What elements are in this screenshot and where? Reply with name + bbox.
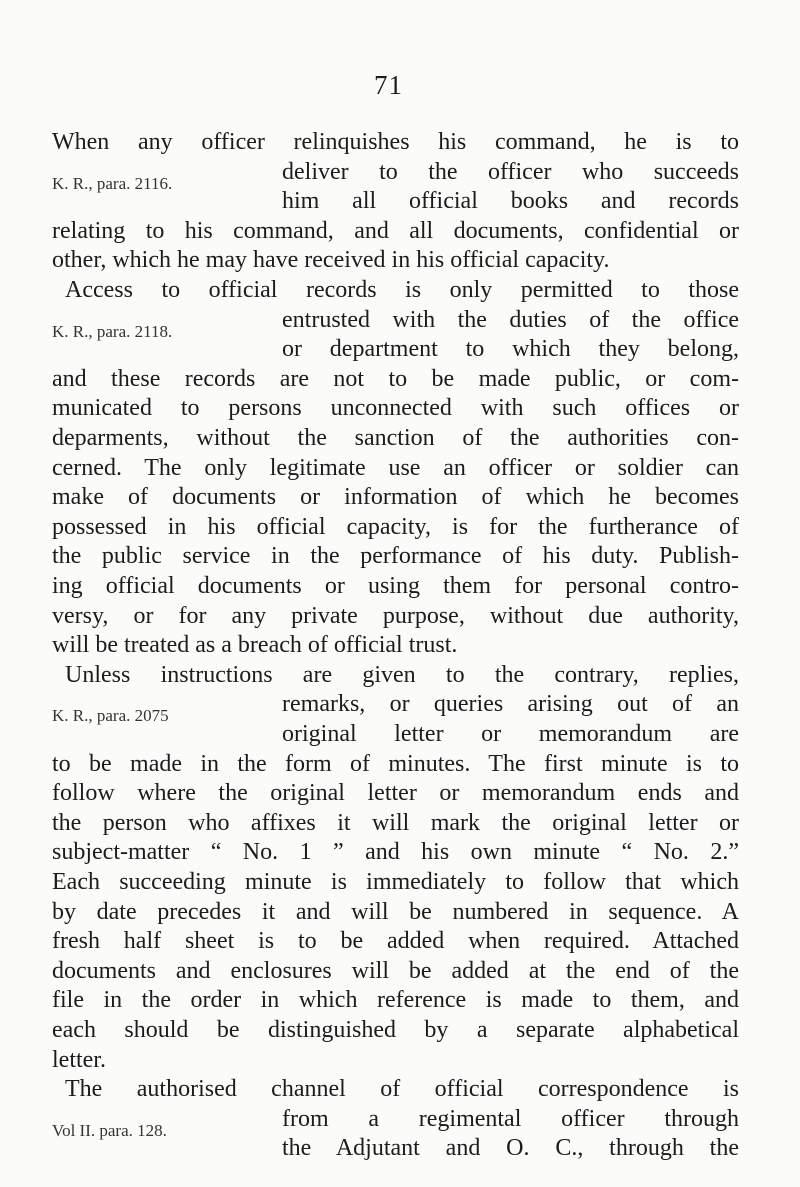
text-line: cerned. The only legitimate use an officer or soldier can [52,454,739,481]
text-line: make of documents or information of which he becomes [52,484,739,511]
text-line: documents and enclosures will be added at the end of the [52,957,739,984]
text-line: follow where the original letter or memorandum ends and [52,780,739,807]
text-line: subject-matter “ No. 1 ” and his own minute “ No. 2.” [52,839,739,866]
text-line: file in the order in which reference is made to them, and [52,987,739,1014]
text-line: other, which he may have received in his official capacity. [52,247,610,274]
text-line: from a regimental officer through [282,1105,739,1132]
text-line: fresh half sheet is to be added when required. Attached [52,928,739,955]
text-line: each should be distinguished by a separate alphabetical [52,1017,739,1043]
text-line: Each succeeding minute is immediately to follow that which [52,869,739,895]
text-line: him all official books and records [282,188,739,215]
text-line: and these records are not to be made public, or com- [52,365,739,392]
text-line: municated to persons unconnected with such offices or [52,395,739,422]
text-line: ing official documents or using them for personal contro- [52,573,739,599]
text-line: When any officer relinquishes his command, he is to [52,129,739,155]
margin-reference: K. R., para. 2118. [52,321,173,341]
text-line: relating to his command, and all documents, confidential or [52,217,739,244]
text-line: the public service in the performance of his duty. Publish- [52,543,739,570]
page-number: 71 [374,70,403,100]
text-line: Access to official records is only permitted to those [65,277,739,303]
text-line: to be made in the form of minutes. The first minute is to [52,750,739,777]
text-line: original letter or memorandum are [282,721,739,747]
text-line: deparments, without the sanction of the authorities con- [52,425,739,451]
text-line: letter. [52,1046,106,1073]
text-line: the Adjutant and O. C., through the [282,1135,739,1162]
margin-reference: K. R., para. 2116. [52,173,173,193]
text-line: or department to which they belong, [282,336,739,363]
text-line: by date precedes it and will be numbered in sequence. A [52,898,739,925]
text-line: Unless instructions are given to the contrary, replies, [65,661,739,688]
margin-reference: K. R., para. 2075 [52,706,169,726]
text-line: the person who affixes it will mark the original letter or [52,809,739,836]
text-line: remarks, or queries arising out of an [282,691,739,718]
text-line: versy, or for any private purpose, without due authority, [52,602,739,629]
text-line: entrusted with the duties of the office [282,306,739,333]
text-line: The authorised channel of official correspondence is [65,1076,739,1103]
text-line: will be treated as a breach of official trust. [52,632,458,659]
margin-reference: Vol II. para. 128. [52,1120,167,1140]
text-line: deliver to the officer who succeeds [282,158,739,185]
text-line: possessed in his official capacity, is for the furtherance of [52,513,739,540]
